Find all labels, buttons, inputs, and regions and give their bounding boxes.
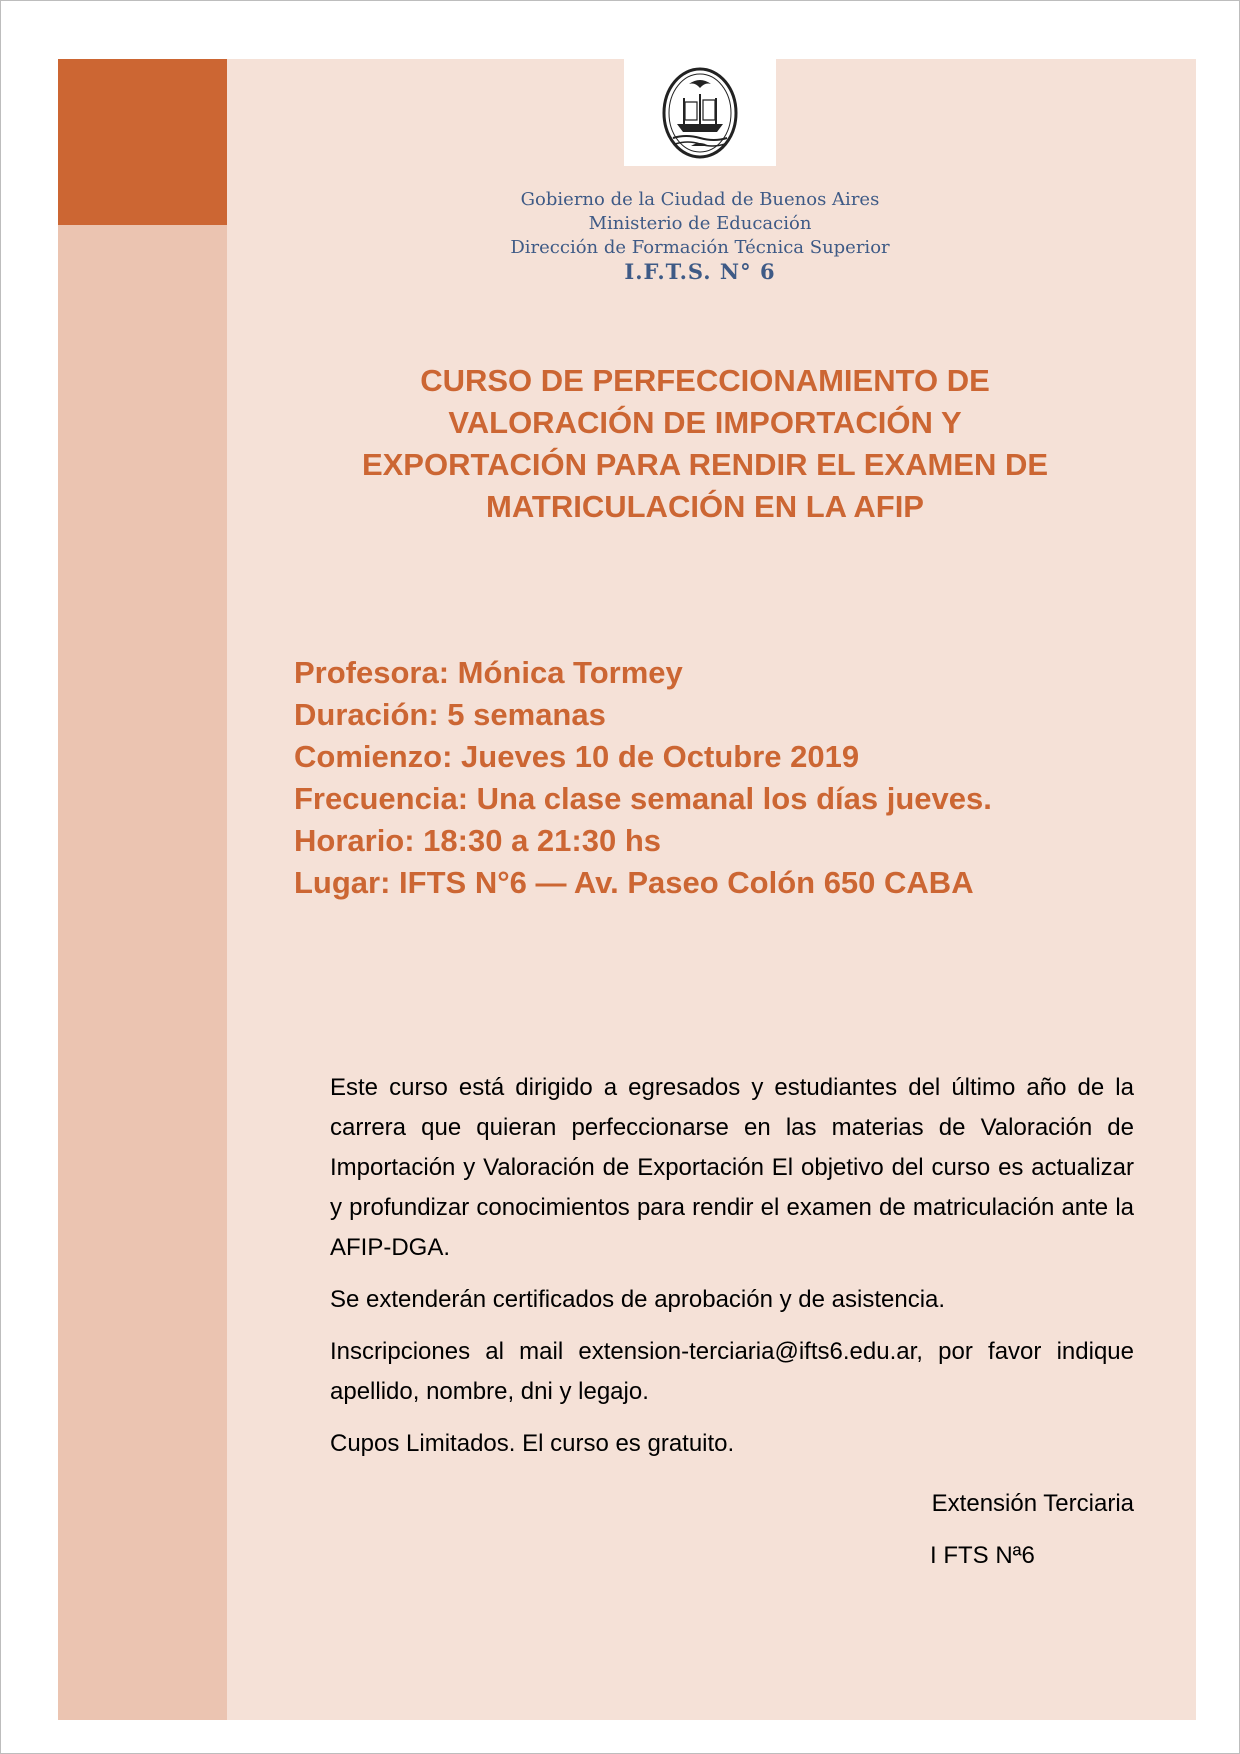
title-line: CURSO DE PERFECCIONAMIENTO DE	[420, 363, 990, 398]
detail-location: Lugar: IFTS N°6 — Av. Paseo Colón 650 CABA	[294, 865, 974, 900]
limited-seats-paragraph: Cupos Limitados. El curso es gratuito.	[330, 1430, 735, 1457]
detail-frequency: Frecuencia: Una clase semanal los días jueves.	[294, 781, 992, 816]
detail-duration: Duración: 5 semanas	[294, 697, 606, 732]
course-title	[300, 360, 1110, 528]
title-line: MATRICULACIÓN EN LA AFIP	[486, 489, 924, 524]
side-band	[58, 59, 227, 1720]
header-institute: I.F.T.S. N° 6	[624, 259, 776, 284]
detail-start: Comienzo: Jueves 10 de Octubre 2019	[294, 739, 860, 774]
header-government: Gobierno de la Ciudad de Buenos Aires	[520, 189, 880, 210]
description-paragraph: Este curso está dirigido a egresados y estudiantes del último año de la carrera que quieran perfeccionarse en las materias de Valoración de Importación y Valoración de Exportación El objetivo del curso es actualizar y profundizar conocimientos para rendir el examen de matriculación ante la AFIP-DGA.	[330, 1074, 1134, 1261]
certificates-paragraph: Se extenderán certificados de aprobación y de asistencia.	[330, 1286, 946, 1313]
buenos-aires-coat-of-arms-icon	[661, 66, 739, 160]
institution-header	[400, 188, 1000, 284]
header-direction: Dirección de Formación Técnica Superior	[510, 237, 890, 258]
signature-department: Extensión Terciaria	[931, 1490, 1134, 1517]
signature	[830, 1478, 1134, 1582]
signature-institute: I FTS Nª6	[930, 1542, 1035, 1569]
course-details	[294, 652, 1154, 904]
side-band-accent	[58, 59, 227, 225]
header-ministry: Ministerio de Educación	[588, 213, 812, 234]
detail-teacher: Profesora: Mónica Tormey	[294, 655, 683, 690]
title-line: EXPORTACIÓN PARA RENDIR EL EXAMEN DE	[361, 447, 1049, 482]
registration-paragraph: Inscripciones al mail extension-terciaria@ifts6.edu.ar, por favor indique apellido, nombre, dni y legajo.	[330, 1338, 1134, 1405]
course-description	[330, 1068, 1134, 1476]
title-line: VALORACIÓN DE IMPORTACIÓN Y	[448, 405, 962, 440]
detail-schedule: Horario: 18:30 a 21:30 hs	[294, 823, 662, 858]
seal-box	[624, 59, 776, 166]
